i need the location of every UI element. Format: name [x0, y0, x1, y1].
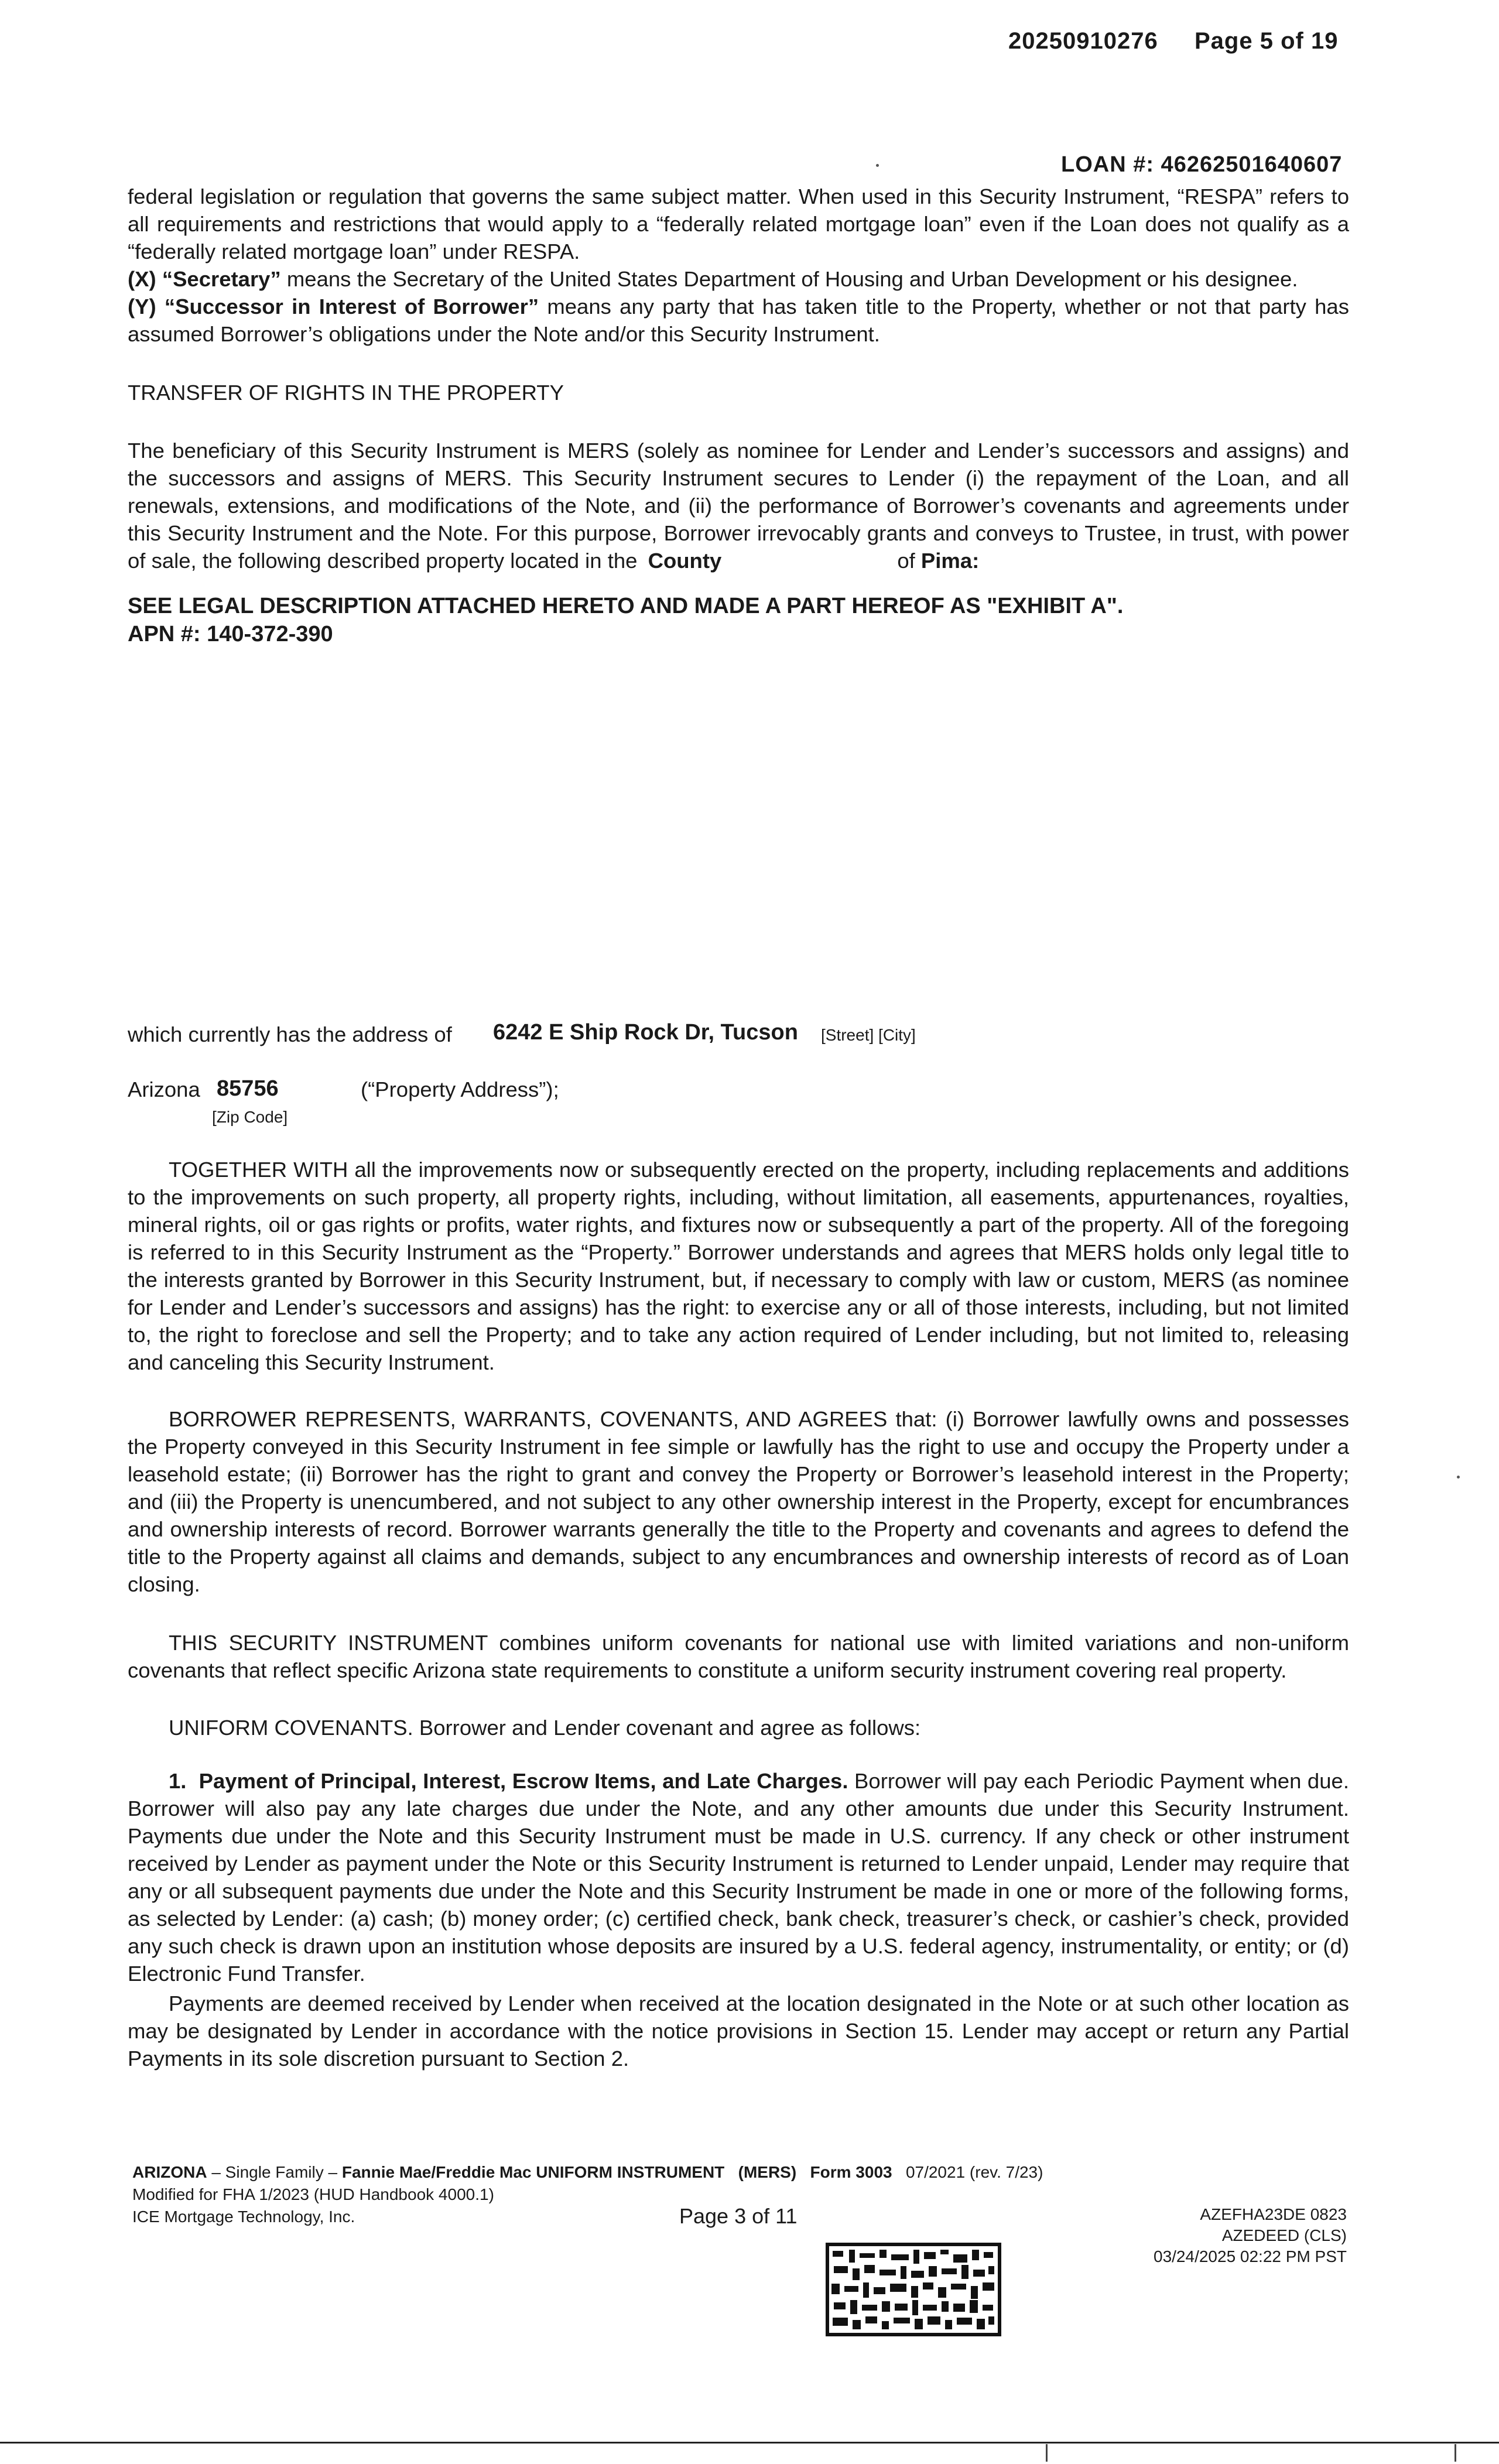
footer-single-family: – Single Family – [207, 2163, 342, 2181]
definition-term: “Successor in Interest of Borrower” [164, 295, 539, 319]
property-address-label: (“Property Address”); [361, 1077, 559, 1101]
footer-page-number: Page 3 of 11 [679, 2204, 798, 2228]
definition-term: “Secretary” [162, 267, 281, 291]
section-1-number: 1. [169, 1769, 187, 1793]
address-prefix: which currently has the address of [128, 1022, 452, 1046]
scan-speck [876, 164, 879, 167]
together-with-paragraph: TOGETHER WITH all the improvements now or subsequently erected on the property, including replacements and additions to the improvements on such property, all property rights, including, without limitation, all easements, appurtenances, royalties, mineral rights, oil or gas rights or profits, water rights, and fixtures now or subsequently a part of the property. All of the foregoing is referred to in this Security Instrument as the “Property.” Borrower understands and agrees that MERS holds only legal title to the interests granted by Borrower in this Security Instrument, but, if necessary to comply with law or custom, MERS (as nominee for Lender and Lender’s successors and assigns) has the right: to exercise any or all of those interests, including, but not limited to, the right to foreclose and sell the Property; and to take any action required of Lender including, but not limited to, releasing and canceling this Security Instrument. [128, 1158, 1349, 1374]
definition-text: means any party that has taken title to the Property, whether or not that party has assumed Borrower’s obligations under the Note and/or this Security Instrument. [128, 295, 1349, 346]
transfer-paragraph [128, 437, 1349, 574]
combines-paragraph: THIS SECURITY INSTRUMENT combines uniform covenants for national use with limited variations and non-uniform covenants that reflect specific Arizona state requirements to constitute a uniform security instrument covering real property. [128, 1631, 1349, 1682]
footer-state: ARIZONA [132, 2163, 207, 2181]
section-heading-transfer: TRANSFER OF RIGHTS IN THE PROPERTY [128, 381, 564, 405]
definition-secretary [128, 265, 1349, 293]
section-1-paragraph [128, 1767, 1349, 1987]
footer-form-date: 07/2021 (rev. 7/23) [905, 2163, 1043, 2181]
edge-tick [1454, 2444, 1456, 2462]
definition-successor [128, 293, 1349, 348]
county-label: County [648, 549, 722, 573]
apn-number: APN #: 140-372-390 [128, 622, 333, 646]
footer-uniform-instrument: Fannie Mae/Freddie Mac UNIFORM INSTRUMENT [341, 2163, 725, 2181]
property-state: Arizona [128, 1077, 200, 1101]
property-zip: 85756 [217, 1076, 279, 1101]
scan-speck [1457, 1476, 1460, 1479]
footer-mers: (MERS) [738, 2163, 797, 2181]
footer-form-code: AZEFHA23DE 0823 [1200, 2205, 1347, 2223]
footer-form-number: Form 3003 [810, 2163, 892, 2181]
respa-definition: federal legislation or regulation that governs the same subject matter. When used in this Security Instrument, “RESPA” refers to all requirements and restrictions that would apply to a “federally related mortgage loan” even if the Loan does not qualify as a “federally related mortgage loan” under RESPA. [128, 184, 1349, 263]
footer-company: ICE Mortgage Technology, Inc. [132, 2208, 355, 2226]
edge-tick [1046, 2444, 1048, 2462]
street-city-label: [Street] [City] [821, 1026, 916, 1044]
footer-deed-code: AZEDEED (CLS) [1221, 2226, 1347, 2244]
section-1-title: Payment of Principal, Interest, Escrow Items, and Late Charges. [199, 1769, 848, 1793]
footer-form-line [132, 2162, 1303, 2183]
section-1-text: Borrower will pay each Periodic Payment when due. Borrower will also pay any late charges due under the Note, and any other amounts due under this Security Instrument. Payments due under the Note and this Security Instrument must be made in U.S. currency. If any check or other instrument received by Lender as payment under the Note or this Security Instrument is returned to Lender unpaid, Lender may require that any or all subsequent payments due under the Note and this Security Instrument be made in one or more of the following forms, as selected by Lender: (a) cash; (b) money order; (c) certified check, bank check, treasurer’s check, or cashier’s check, provided any such check is drawn upon an institution whose deposits are insured by a U.S. federal agency, instrumentality, or entity; or (d) Electronic Fund Transfer. [128, 1769, 1349, 1986]
barcode-icon [826, 2243, 1001, 2336]
payments-received-paragraph: Payments are deemed received by Lender when received at the location designated in the Note or at such other location as may be designated by Lender in accordance with the notice provisions in Section 15. Lender may accept or return any Partial Payments in its sole discretion pursuant to Section 2. [128, 1991, 1349, 2071]
definition-letter: (Y) [128, 295, 156, 319]
legal-description: SEE LEGAL DESCRIPTION ATTACHED HERETO AND MADE A PART HEREOF AS "EXHIBIT A". [128, 594, 1124, 618]
document-number: 20250910276 [1008, 28, 1158, 54]
loan-number: LOAN #: 46262501640607 [1061, 152, 1343, 177]
definition-letter: (X) [128, 267, 156, 291]
county-name: Pima: [920, 549, 980, 573]
borrower-represents-paragraph: BORROWER REPRESENTS, WARRANTS, COVENANTS, AND AGREES that: (i) Borrower lawfully owns and possesses the Property conveyed in this Security Instrument in fee simple or lawfully has the right to use and occupy the Property under a leasehold estate; (ii) Borrower has the right to grant and convey the Property or Borrower’s leasehold interest in the Property; and (iii) the Property is unencumbered, and not subject to any other ownership interest in the Property, except for encumbrances and ownership interests of record. Borrower warrants generally the title to the Property and covenants and agrees to defend the title to the Property against all claims and demands, subject to any encumbrances and ownership interests of record as of Loan closing. [128, 1407, 1349, 1596]
footer-timestamp: 03/24/2025 02:22 PM PST [1154, 2247, 1347, 2265]
property-street-city: 6242 E Ship Rock Dr, Tucson [493, 1020, 798, 1045]
footer-modified: Modified for FHA 1/2023 (HUD Handbook 4000.1) [132, 2185, 494, 2203]
of-label: of [897, 549, 915, 573]
definition-text: means the Secretary of the United States Department of Housing and Urban Development or his designee. [280, 267, 1298, 291]
page-indicator: Page 5 of 19 [1195, 28, 1339, 54]
uniform-covenants-intro: UNIFORM COVENANTS. Borrower and Lender covenant and agree as follows: [169, 1716, 921, 1740]
page-edge-line [0, 2442, 1499, 2444]
zip-code-label: [Zip Code] [212, 1108, 288, 1126]
transfer-body: The beneficiary of this Security Instrument is MERS (solely as nominee for Lender and Lender’s successors and assigns) and the successors and assigns of MERS. This Security Instrument secures to Lender (i) the repayment of the Loan, and all renewals, extensions, and modifications of the Note, and (ii) the performance of Borrower’s covenants and agreements under this Security Instrument and the Note. For this purpose, Borrower irrevocably grants and conveys to Trustee, in trust, with power of sale, the following described property located in the [128, 439, 1349, 573]
